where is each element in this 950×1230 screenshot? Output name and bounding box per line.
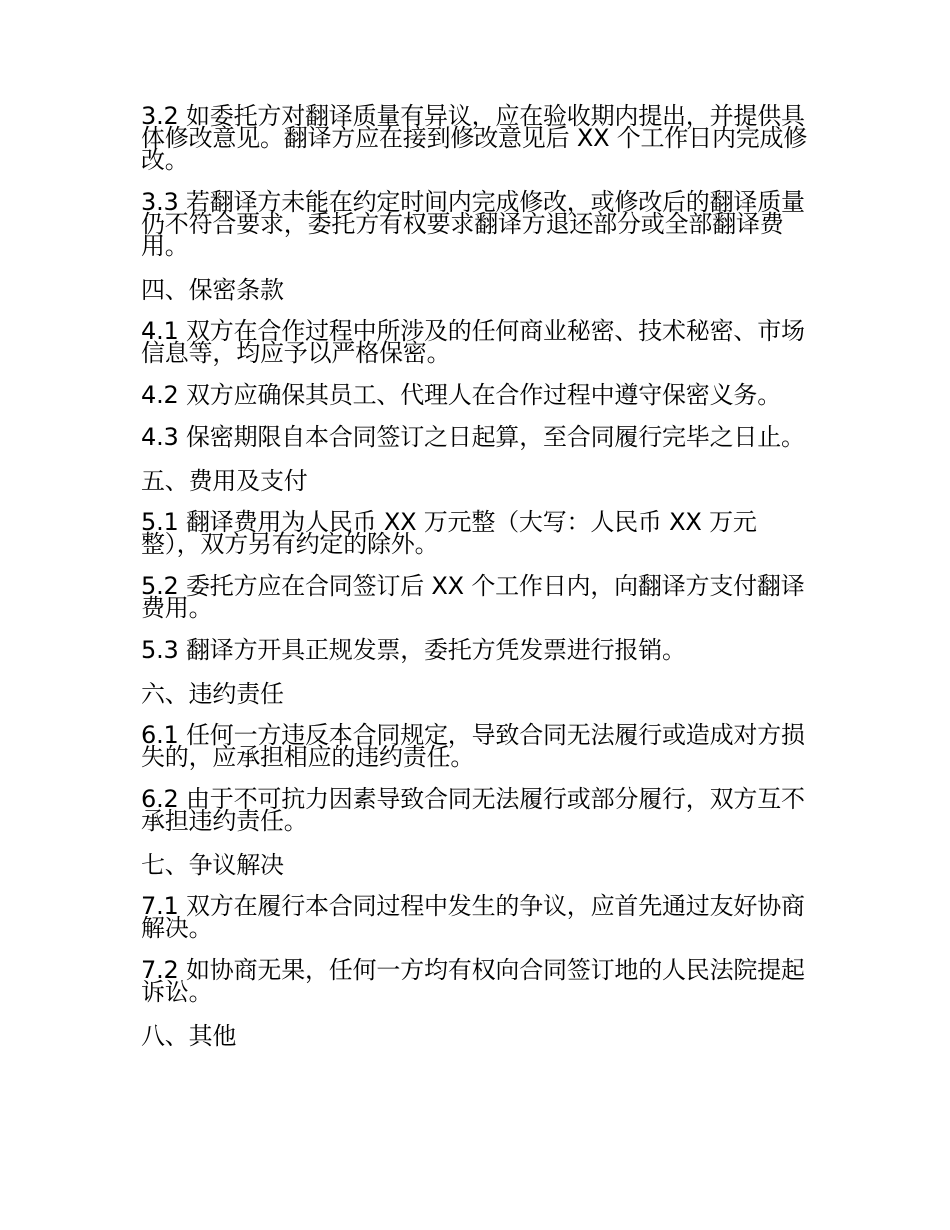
clause-3-3: 3.3 若翻译方未能在约定时间内完成修改，或修改后的翻译质量仍不符合要求，委托方有权要求翻译方退还部分或全部翻译费用。 bbox=[141, 188, 805, 260]
clause-4-1: 4.1 双方在合作过程中所涉及的任何商业秘密、技术秘密、市场信息等，均应予以严格保密。 bbox=[141, 317, 805, 367]
clause-6-2: 6.2 由于不可抗力因素导致合同无法履行或部分履行，双方互不承担违约责任。 bbox=[141, 785, 805, 835]
section-6-heading: 六、违约责任 bbox=[141, 680, 284, 708]
clause-5-1: 5.1 翻译费用为人民币 XX 万元整（大写：人民币 XX 万元整），双方另有约定的除外。 bbox=[141, 508, 757, 558]
document-page bbox=[141, 102, 813, 1066]
section-7-heading: 七、争议解决 bbox=[141, 851, 284, 879]
section-8-heading: 八、其他 bbox=[141, 1022, 237, 1050]
clause-6-1: 6.1 任何一方违反本合同规定，导致合同无法履行或造成对方损失的，应承担相应的违约责任。 bbox=[141, 721, 805, 771]
clause-7-1: 7.1 双方在履行本合同过程中发生的争议，应首先通过友好协商解决。 bbox=[141, 892, 805, 942]
clause-5-3: 5.3 翻译方开具正规发票，委托方凭发票进行报销。 bbox=[141, 636, 686, 664]
section-5-heading: 五、费用及支付 bbox=[141, 467, 308, 495]
section-4-heading: 四、保密条款 bbox=[141, 276, 284, 304]
clause-5-2: 5.2 委托方应在合同签订后 XX 个工作日内，向翻译方支付翻译费用。 bbox=[141, 572, 805, 622]
clause-4-3: 4.3 保密期限自本合同签订之日起算，至合同履行完毕之日止。 bbox=[141, 423, 805, 451]
clause-3-2: 3.2 如委托方对翻译质量有异议，应在验收期内提出，并提供具体修改意见。翻译方应在接到修改意见后 XX 个工作日内完成修改。 bbox=[141, 102, 808, 174]
clause-7-2: 7.2 如协商无果，任何一方均有权向合同签订地的人民法院提起诉讼。 bbox=[141, 956, 805, 1006]
clause-4-2: 4.2 双方应确保其员工、代理人在合作过程中遵守保密义务。 bbox=[141, 381, 781, 409]
